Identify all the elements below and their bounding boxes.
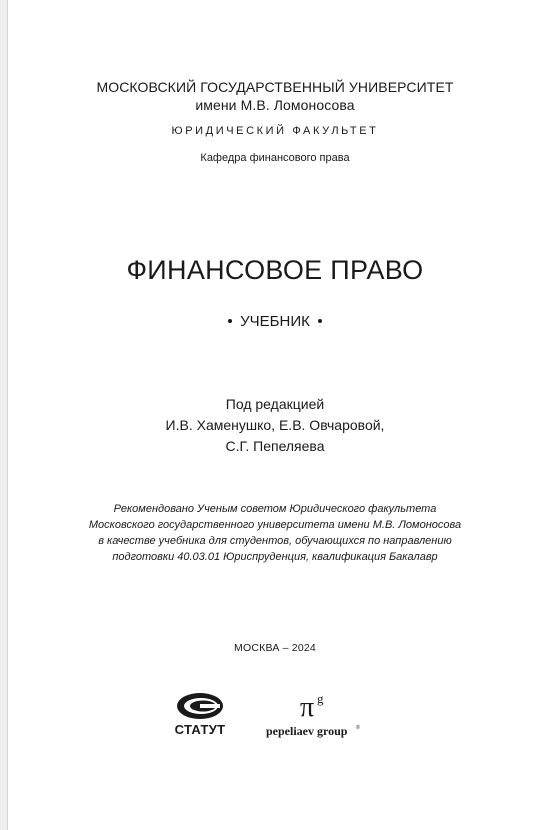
recommendation-line-3: в качестве учебника для студентов, обучающихся по направлению — [98, 535, 452, 547]
bullet-dot-icon — [228, 319, 232, 323]
statut-wordmark: СТАТУТ — [174, 722, 226, 737]
statut-logo — [170, 690, 230, 746]
recommendation-line-2: Московского государственного университета имени М.В. Ломоносова — [88, 519, 462, 531]
recommendation-line-1: Рекомендовано Ученым советом Юридического факультета — [113, 503, 437, 515]
pi-symbol: π — [300, 692, 315, 723]
university-line-1: МОСКОВСКИЙ ГОСУДАРСТВЕННЫЙ УНИВЕРСИТЕТ — [96, 79, 454, 95]
pepeliaev-emblem-icon — [262, 690, 372, 746]
recommendation-note — [0, 501, 550, 565]
statut-emblem-icon — [170, 690, 230, 746]
recommendation-line-4: подготовки 40.03.01 Юриспруденция, квалификация Бакалавр — [112, 551, 438, 563]
editors-block — [0, 394, 550, 457]
bullet-dot-icon — [318, 319, 322, 323]
book-subtitle — [0, 313, 550, 330]
faculty-name: ЮРИДИЧЕСКИЙ ФАКУЛЬТЕТ — [171, 125, 379, 137]
book-title: ФИНАНСОВОЕ ПРАВО — [126, 255, 424, 285]
imprint-city-year: МОСКВА – 2024 — [234, 642, 316, 654]
pepeliaev-wordmark: pepeliaev group — [266, 724, 348, 738]
university-line-2: имени М.В. Ломоносова — [195, 97, 355, 113]
editors-label: Под редакцией — [225, 396, 325, 412]
publisher-logos — [0, 690, 550, 750]
editors-names-1: И.В. Хаменушко, Е.В. Овчаровой, — [165, 417, 385, 433]
editors-names-2: С.Г. Пепеляева — [225, 438, 325, 454]
pepeliaev-logo — [262, 690, 372, 746]
registered-mark: ® — [356, 725, 360, 731]
university-name — [0, 78, 550, 114]
department-name: Кафедра финансового права — [200, 152, 350, 164]
pi-superscript: g — [317, 691, 324, 706]
subtitle-text: УЧЕБНИК — [240, 313, 310, 330]
